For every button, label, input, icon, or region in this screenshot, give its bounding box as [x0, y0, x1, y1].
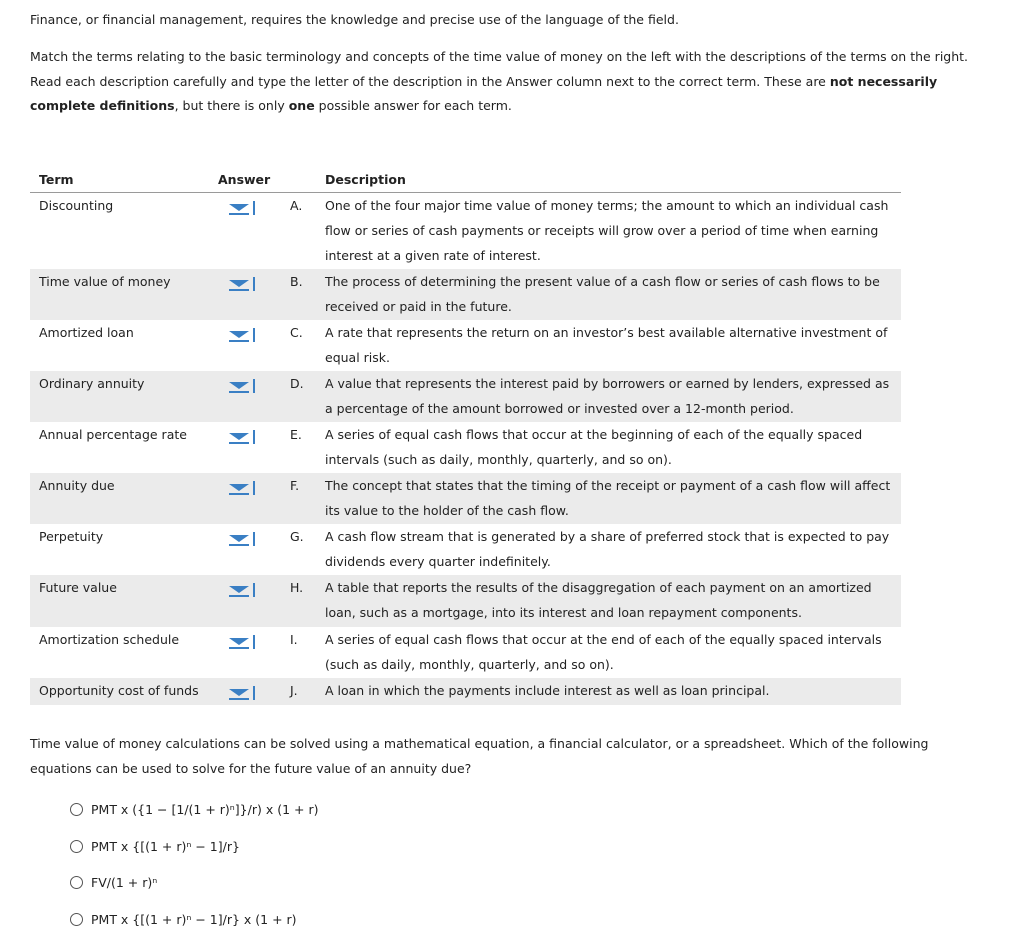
- term-label: Time value of money: [39, 274, 171, 289]
- chevron-down-icon: [229, 586, 249, 593]
- table-row: [30, 320, 901, 371]
- description-letter: A.: [290, 198, 303, 213]
- description-text: A series of equal cash flows that occur at the end of each of the equally spaced intervals (such as daily, monthly, quarterly, and so on).: [325, 632, 882, 672]
- table-row: [30, 422, 901, 473]
- option-label: PMT x {[(1 + r)ⁿ − 1]/r}: [91, 839, 240, 854]
- term-label: Amortized loan: [39, 325, 134, 340]
- intro-line: Finance, or financial management, requires the knowledge and precise use of the language of the field.: [30, 12, 679, 27]
- answer-dropdown[interactable]: [228, 580, 258, 599]
- term-label: Discounting: [39, 198, 114, 213]
- answer-dropdown[interactable]: [228, 427, 258, 446]
- term-label: Amortization schedule: [39, 632, 180, 647]
- option-label: PMT x ({1 − [1/(1 + r)ⁿ]}/r) x (1 + r): [91, 802, 319, 817]
- answer-dropdown[interactable]: [228, 376, 258, 395]
- table-row: [30, 627, 901, 678]
- table-body: [30, 193, 901, 705]
- answer-dropdown[interactable]: [228, 529, 258, 548]
- answer-dropdown[interactable]: [228, 683, 258, 702]
- table-row: [30, 193, 901, 269]
- radio-button[interactable]: [70, 913, 83, 926]
- chevron-down-icon: [229, 638, 249, 645]
- term-label: Annual percentage rate: [39, 427, 187, 442]
- table-row: [30, 371, 901, 422]
- chevron-down-icon: [229, 535, 249, 542]
- chevron-down-icon: [229, 204, 249, 211]
- term-label: Perpetuity: [39, 529, 104, 544]
- description-text: One of the four major time value of money terms; the amount to which an individual cash flow or series of cash payments or receipts will grow over a period of time when earning interest at a given rate of interest.: [325, 198, 889, 263]
- question: Time value of money calculations can be solved using a mathematical equation, a financial calculator, or a spreadsheet. Which of the following equations can be used to solve for the future value of an annuity due?: [30, 736, 929, 776]
- description-letter: J.: [290, 683, 298, 698]
- option-label: PMT x {[(1 + r)ⁿ − 1]/r} x (1 + r): [91, 912, 297, 927]
- matching-table: [30, 168, 901, 705]
- description-letter: H.: [290, 580, 304, 595]
- chevron-down-icon: [229, 280, 249, 287]
- radio-button[interactable]: [70, 876, 83, 889]
- answer-dropdown[interactable]: [228, 325, 258, 344]
- answer-dropdown[interactable]: [228, 478, 258, 497]
- table-row: [30, 678, 901, 705]
- description-text: A rate that represents the return on an investor’s best available alternative investment of equal risk.: [325, 325, 888, 365]
- description-text: A table that reports the results of the disaggregation of each payment on an amortized loan, such as a mortgage, into its interest and loan repayment components.: [325, 580, 872, 620]
- table-header: [30, 168, 901, 193]
- term-label: Future value: [39, 580, 117, 595]
- description-letter: F.: [290, 478, 300, 493]
- chevron-down-icon: [229, 484, 249, 491]
- chevron-down-icon: [229, 331, 249, 338]
- answer-dropdown[interactable]: [228, 198, 258, 217]
- term-label: Opportunity cost of funds: [39, 683, 199, 698]
- term-label: Ordinary annuity: [39, 376, 145, 391]
- description-letter: D.: [290, 376, 304, 391]
- radio-button[interactable]: [70, 803, 83, 816]
- table-row: [30, 269, 901, 320]
- description-letter: B.: [290, 274, 303, 289]
- description-letter: E.: [290, 427, 302, 442]
- chevron-down-icon: [229, 382, 249, 389]
- instructions: Match the terms relating to the basic terminology and concepts of the time value of money on the left with the descriptions of the terms on the right. Read each description carefully and type the letter of the description in the Answer column next to the correct term. These are not necessarily complete definitions, but there is only one possible answer for each term.: [30, 49, 969, 113]
- table-row: [30, 473, 901, 524]
- table-row: [30, 575, 901, 627]
- answer-dropdown[interactable]: [228, 632, 258, 651]
- radio-button[interactable]: [70, 840, 83, 853]
- chevron-down-icon: [229, 689, 249, 696]
- description-letter: G.: [290, 529, 304, 544]
- description-text: A value that represents the interest paid by borrowers or earned by lenders, expressed as a percentage of the amount borrowed or invested over a 12-month period.: [325, 376, 890, 416]
- answer-header: Answer: [218, 172, 271, 187]
- description-text: The concept that states that the timing of the receipt or payment of a cash flow will affect its value to the holder of the cash flow.: [325, 478, 891, 518]
- description-letter: C.: [290, 325, 303, 340]
- description-letter: I.: [290, 632, 298, 647]
- answer-dropdown[interactable]: [228, 274, 258, 293]
- description-text: A series of equal cash flows that occur at the beginning of each of the equally spaced intervals (such as daily, monthly, quarterly, and so on).: [325, 427, 863, 467]
- chevron-down-icon: [229, 433, 249, 440]
- term-header: Term: [39, 172, 74, 187]
- description-text: A loan in which the payments include interest as well as loan principal.: [325, 683, 770, 698]
- description-text: A cash flow stream that is generated by a share of preferred stock that is expected to pay dividends every quarter indefinitely.: [325, 529, 890, 569]
- table-row: [30, 524, 901, 575]
- option-label: FV/(1 + r)ⁿ: [91, 875, 158, 890]
- term-label: Annuity due: [39, 478, 115, 493]
- description-header: Description: [325, 172, 406, 187]
- description-text: The process of determining the present value of a cash flow or series of cash flows to be received or paid in the future.: [325, 274, 880, 314]
